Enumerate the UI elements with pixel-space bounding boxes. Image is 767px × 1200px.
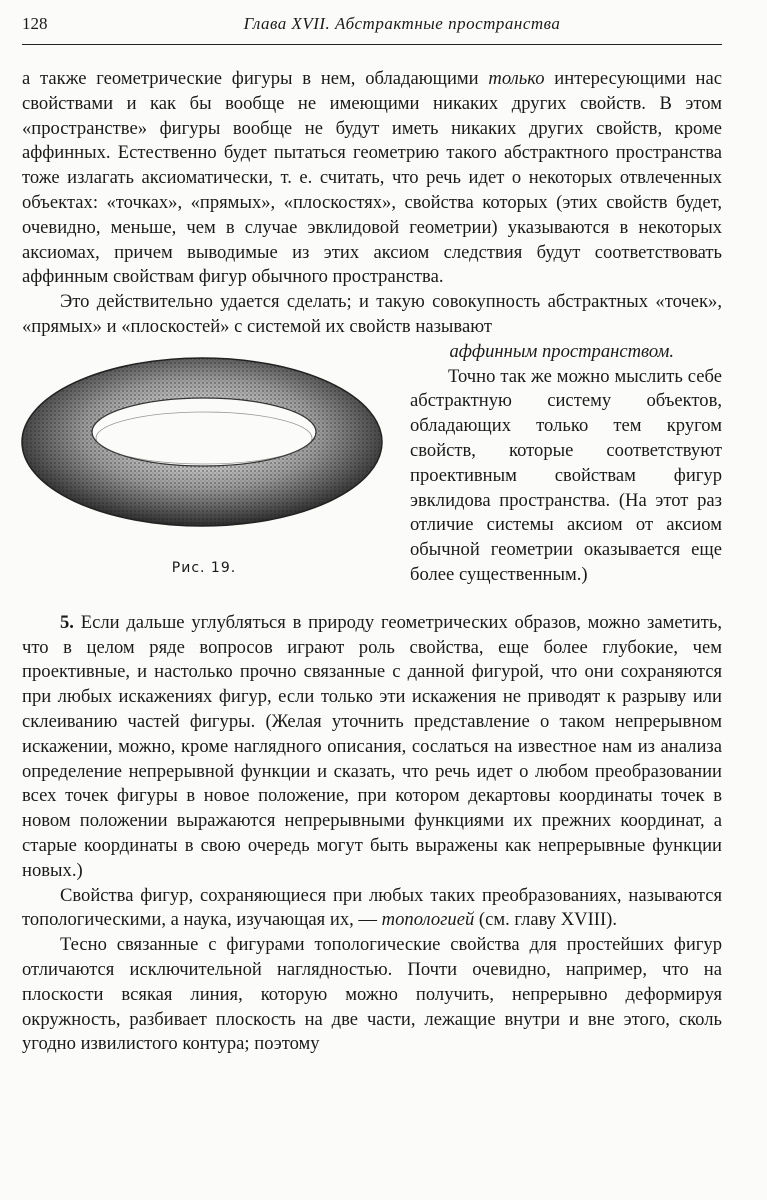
figure-19 [14, 350, 394, 605]
paragraph-6: Тесно связанные с фигурами топологические свойства для простейших фигур отличаются исключительной наглядностью. Почти очевидно, например, что на плоскости всякая линия, которую можно получить, непрерывно деформируя окружность, разбивает плоскость на две части, лежащие внутри и вне этого, сколь угодно извилистого контура; поэтому [22, 934, 722, 1055]
paragraph-1: а также геометрические фигуры в нем, обладающими только интересующими нас свойствами и как бы вообще не имеющими никаких других свойств. В этом «пространстве» фигуры вообще не будут иметь никаких других свойств, кроме аффинных. Естественно будет пытаться геометрию такого абстрактного пространства тоже излагать аксиоматически, т. е. считать, что речь идет о некоторых отвлеченных объектах: «точках», «прямых», «плоскостях», свойства которых (этих свойств будет, очевидно, меньше, чем в случае эвклидовой геометрии) указываются в некоторых аксиомах, причем выводимые из этих аксиом следствия будут соответствовать аффинным свойствам фигур обычного пространства. [22, 68, 722, 288]
paragraph-4: 5. Если дальше углубляться в природу геометрических образов, можно заметить, что в целом ряде вопросов играют роль свойства, еще более глубокие, чем проективные, и настолько прочно связанные с данной фигурой, что они сохраняются при любых искажениях фигур, если только эти искажения не приводят к разрыву или склеиванию частей фигуры. (Желая уточнить представление о таком непрерывном искажении, можно, кроме наглядного описания, сослаться на известное нам из анализа определение непрерывной функции и сказать, что речь идет о любом преобразовании всех точек фигуры в новое положение, при котором декартовы координаты точек в новом положении выражаются непрерывными функциями их прежних координат, а старые координаты в свою очередь могут быть выражены как непрерывные функции новых.) [22, 611, 722, 881]
paragraph-3: Точно так же можно мыслить себе абстрактную систему объектов, обладающих только тем кругом свойств, которые соответствуют проективным свойствам фигур эвклидова пространства. (На этот раз отличие системы аксиом от аксиом обычной геометрии оказывается еще более существенным.) [410, 365, 722, 585]
running-title: Глава XVII. Абстрактные пространства [243, 14, 561, 33]
torus-icon [14, 350, 394, 550]
paragraph-2-term: аффинным пространством. [449, 340, 674, 362]
book-page [22, 14, 722, 1057]
section-number: 5. [60, 611, 74, 633]
page-number: 128 [22, 14, 48, 33]
emphasis-only: только [488, 68, 545, 89]
running-header [22, 14, 722, 45]
body-text [22, 67, 722, 1057]
paragraph-2: Это действительно удается сделать; и такую совокупность абстрактных «точек», «прямых» и «плоскостей» с системой их свойств называют [22, 291, 722, 337]
emphasis-topology: топологией [381, 909, 475, 931]
figure-caption: Рис. 19. [171, 559, 237, 576]
paragraph-5: Свойства фигур, сохраняющиеся при любых таких преобразованиях, называются топологическими, а наука, изучающая их, — топологией (см. главу XVIII). [22, 884, 722, 931]
